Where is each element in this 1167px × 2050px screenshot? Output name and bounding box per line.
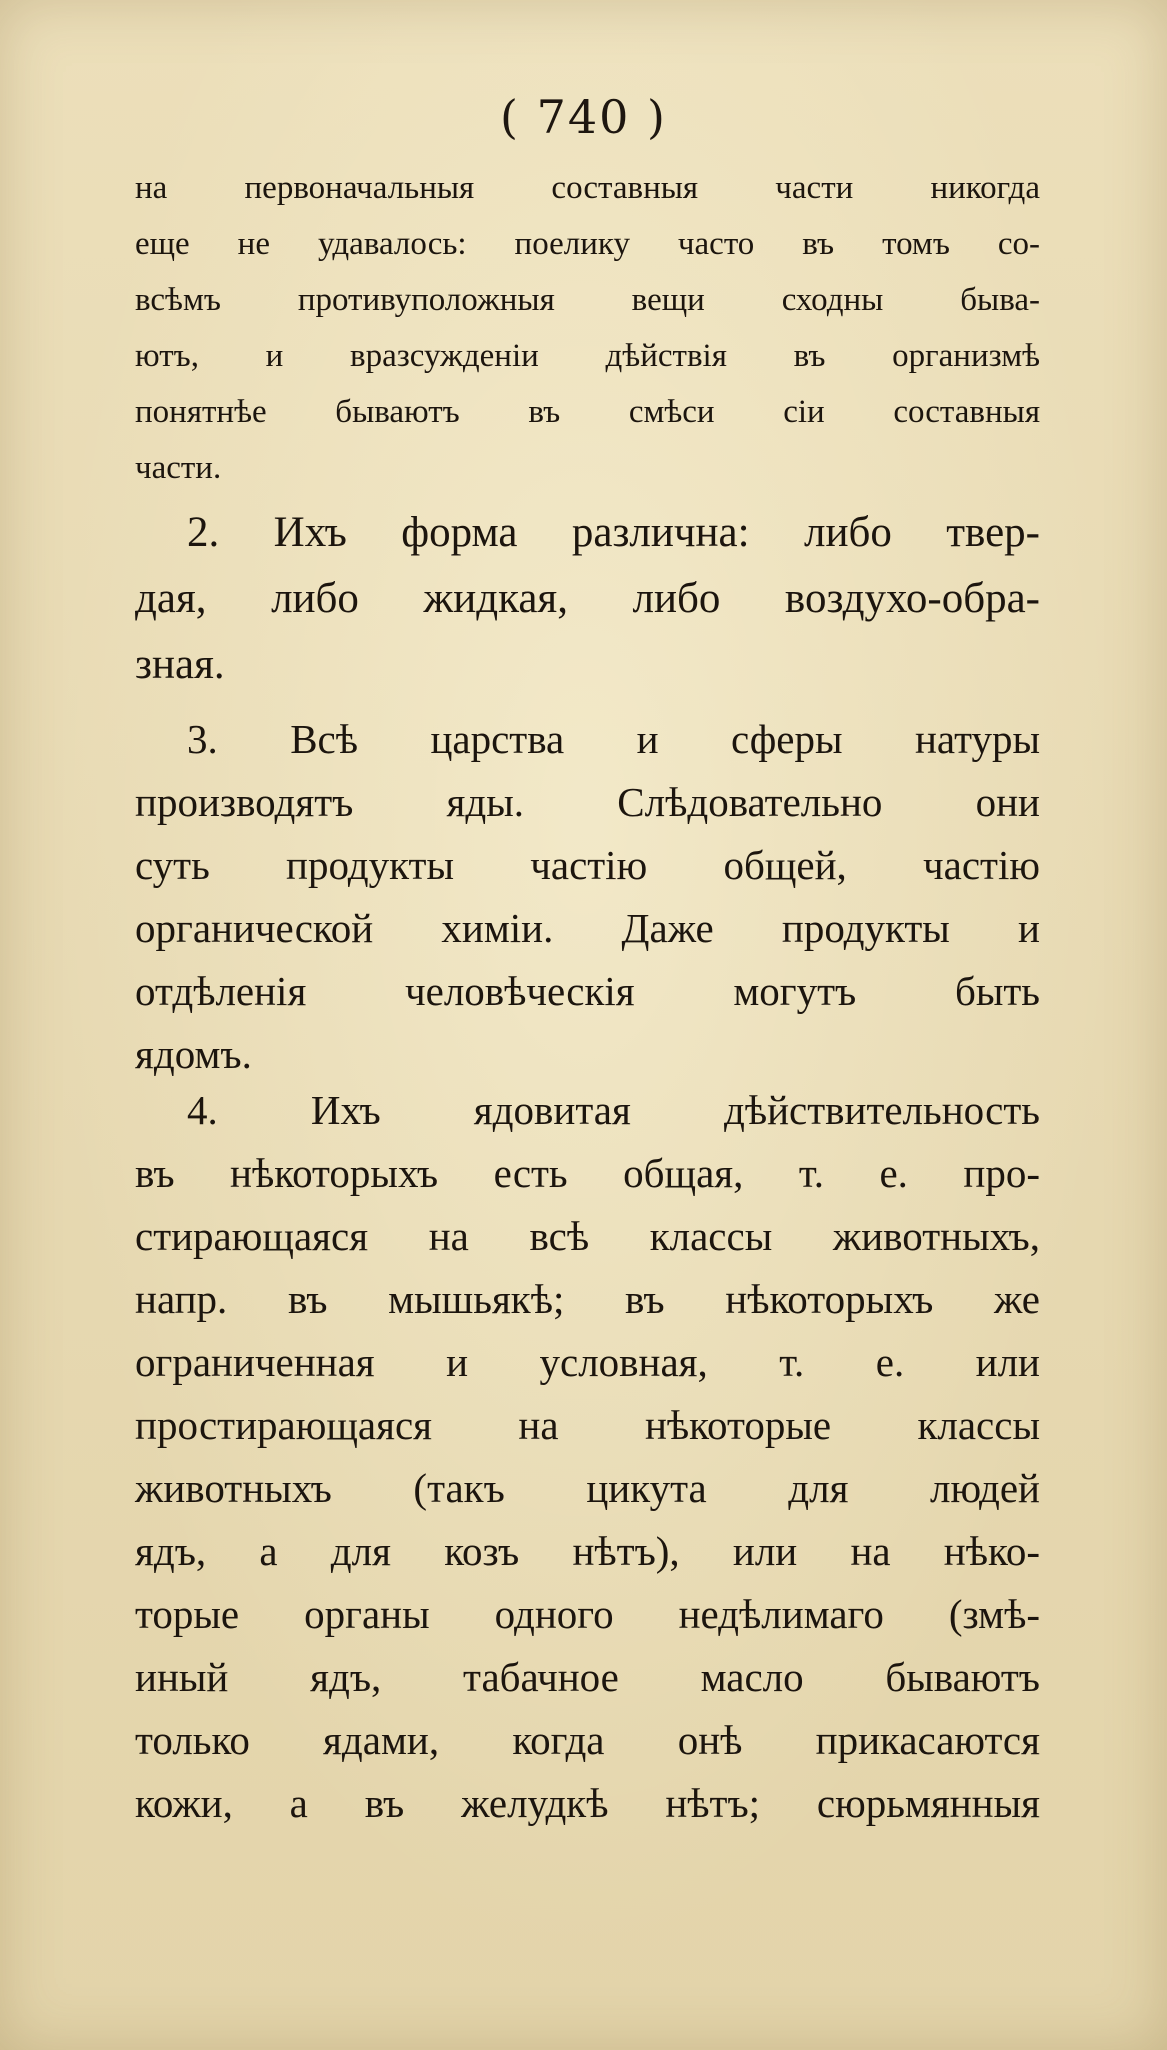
page-number: ( 740 ) [500,90,667,144]
text-line: ядомъ. [135,1031,252,1077]
text-line: производятъ яды. Слѣдовательно они [135,779,1040,825]
text-line: зная. [135,641,225,688]
text-line: понятнѣе бываютъ въ смѣси сіи составныя [135,394,1040,430]
text-line: 4. Ихъ ядовитая дѣйствительность [187,1087,1040,1133]
text-line: ограниченная и условная, т. е. или [135,1339,1040,1385]
text-line: стирающаяся на всѣ классы животныхъ, [135,1213,1040,1259]
text-line: 2. Ихъ форма различна: либо твер- [187,509,1040,556]
text-line: отдѣленія человѣческія могутъ быть [135,968,1040,1014]
text-line: ютъ, и вразсужденіи дѣйствія въ организмѣ [135,338,1040,374]
text-line: части. [135,450,222,486]
text-line: дая, либо жидкая, либо воздухо-обра- [135,575,1040,622]
text-line: суть продукты частію общей, частію [135,842,1040,888]
paragraph-2 [135,500,1040,698]
paragraph-1 [135,160,1040,496]
text-line: въ нѣкоторыхъ есть общая, т. е. про- [135,1150,1040,1196]
text-line: ядъ, а для козъ нѣтъ), или на нѣко- [135,1528,1040,1574]
paragraph-4 [135,1079,1040,1835]
text-line: животныхъ (такъ цикута для людей [135,1465,1040,1511]
text-line: на первоначальныя составныя части никогда [135,170,1040,206]
text-line: кожи, а въ желудкѣ нѣтъ; сюрьмянныя [135,1780,1040,1826]
text-line: еще не удавалось: поелику часто въ томъ со- [135,226,1040,262]
text-line: 3. Всѣ царства и сферы натуры [187,716,1040,762]
text-line: простирающаяся на нѣкоторые классы [135,1402,1040,1448]
text-line: всѣмъ противуположныя вещи сходны быва- [135,282,1040,318]
text-line: торые органы одного недѣлимаго (змѣ- [135,1591,1040,1637]
text-line: только ядами, когда онѣ прикасаются [135,1717,1040,1763]
text-line: напр. въ мышьякѣ; въ нѣкоторыхъ же [135,1276,1040,1322]
text-line: иный ядъ, табачное масло бываютъ [135,1654,1040,1700]
text-line: органической химіи. Даже продукты и [135,905,1040,951]
paragraph-3 [135,708,1040,1086]
